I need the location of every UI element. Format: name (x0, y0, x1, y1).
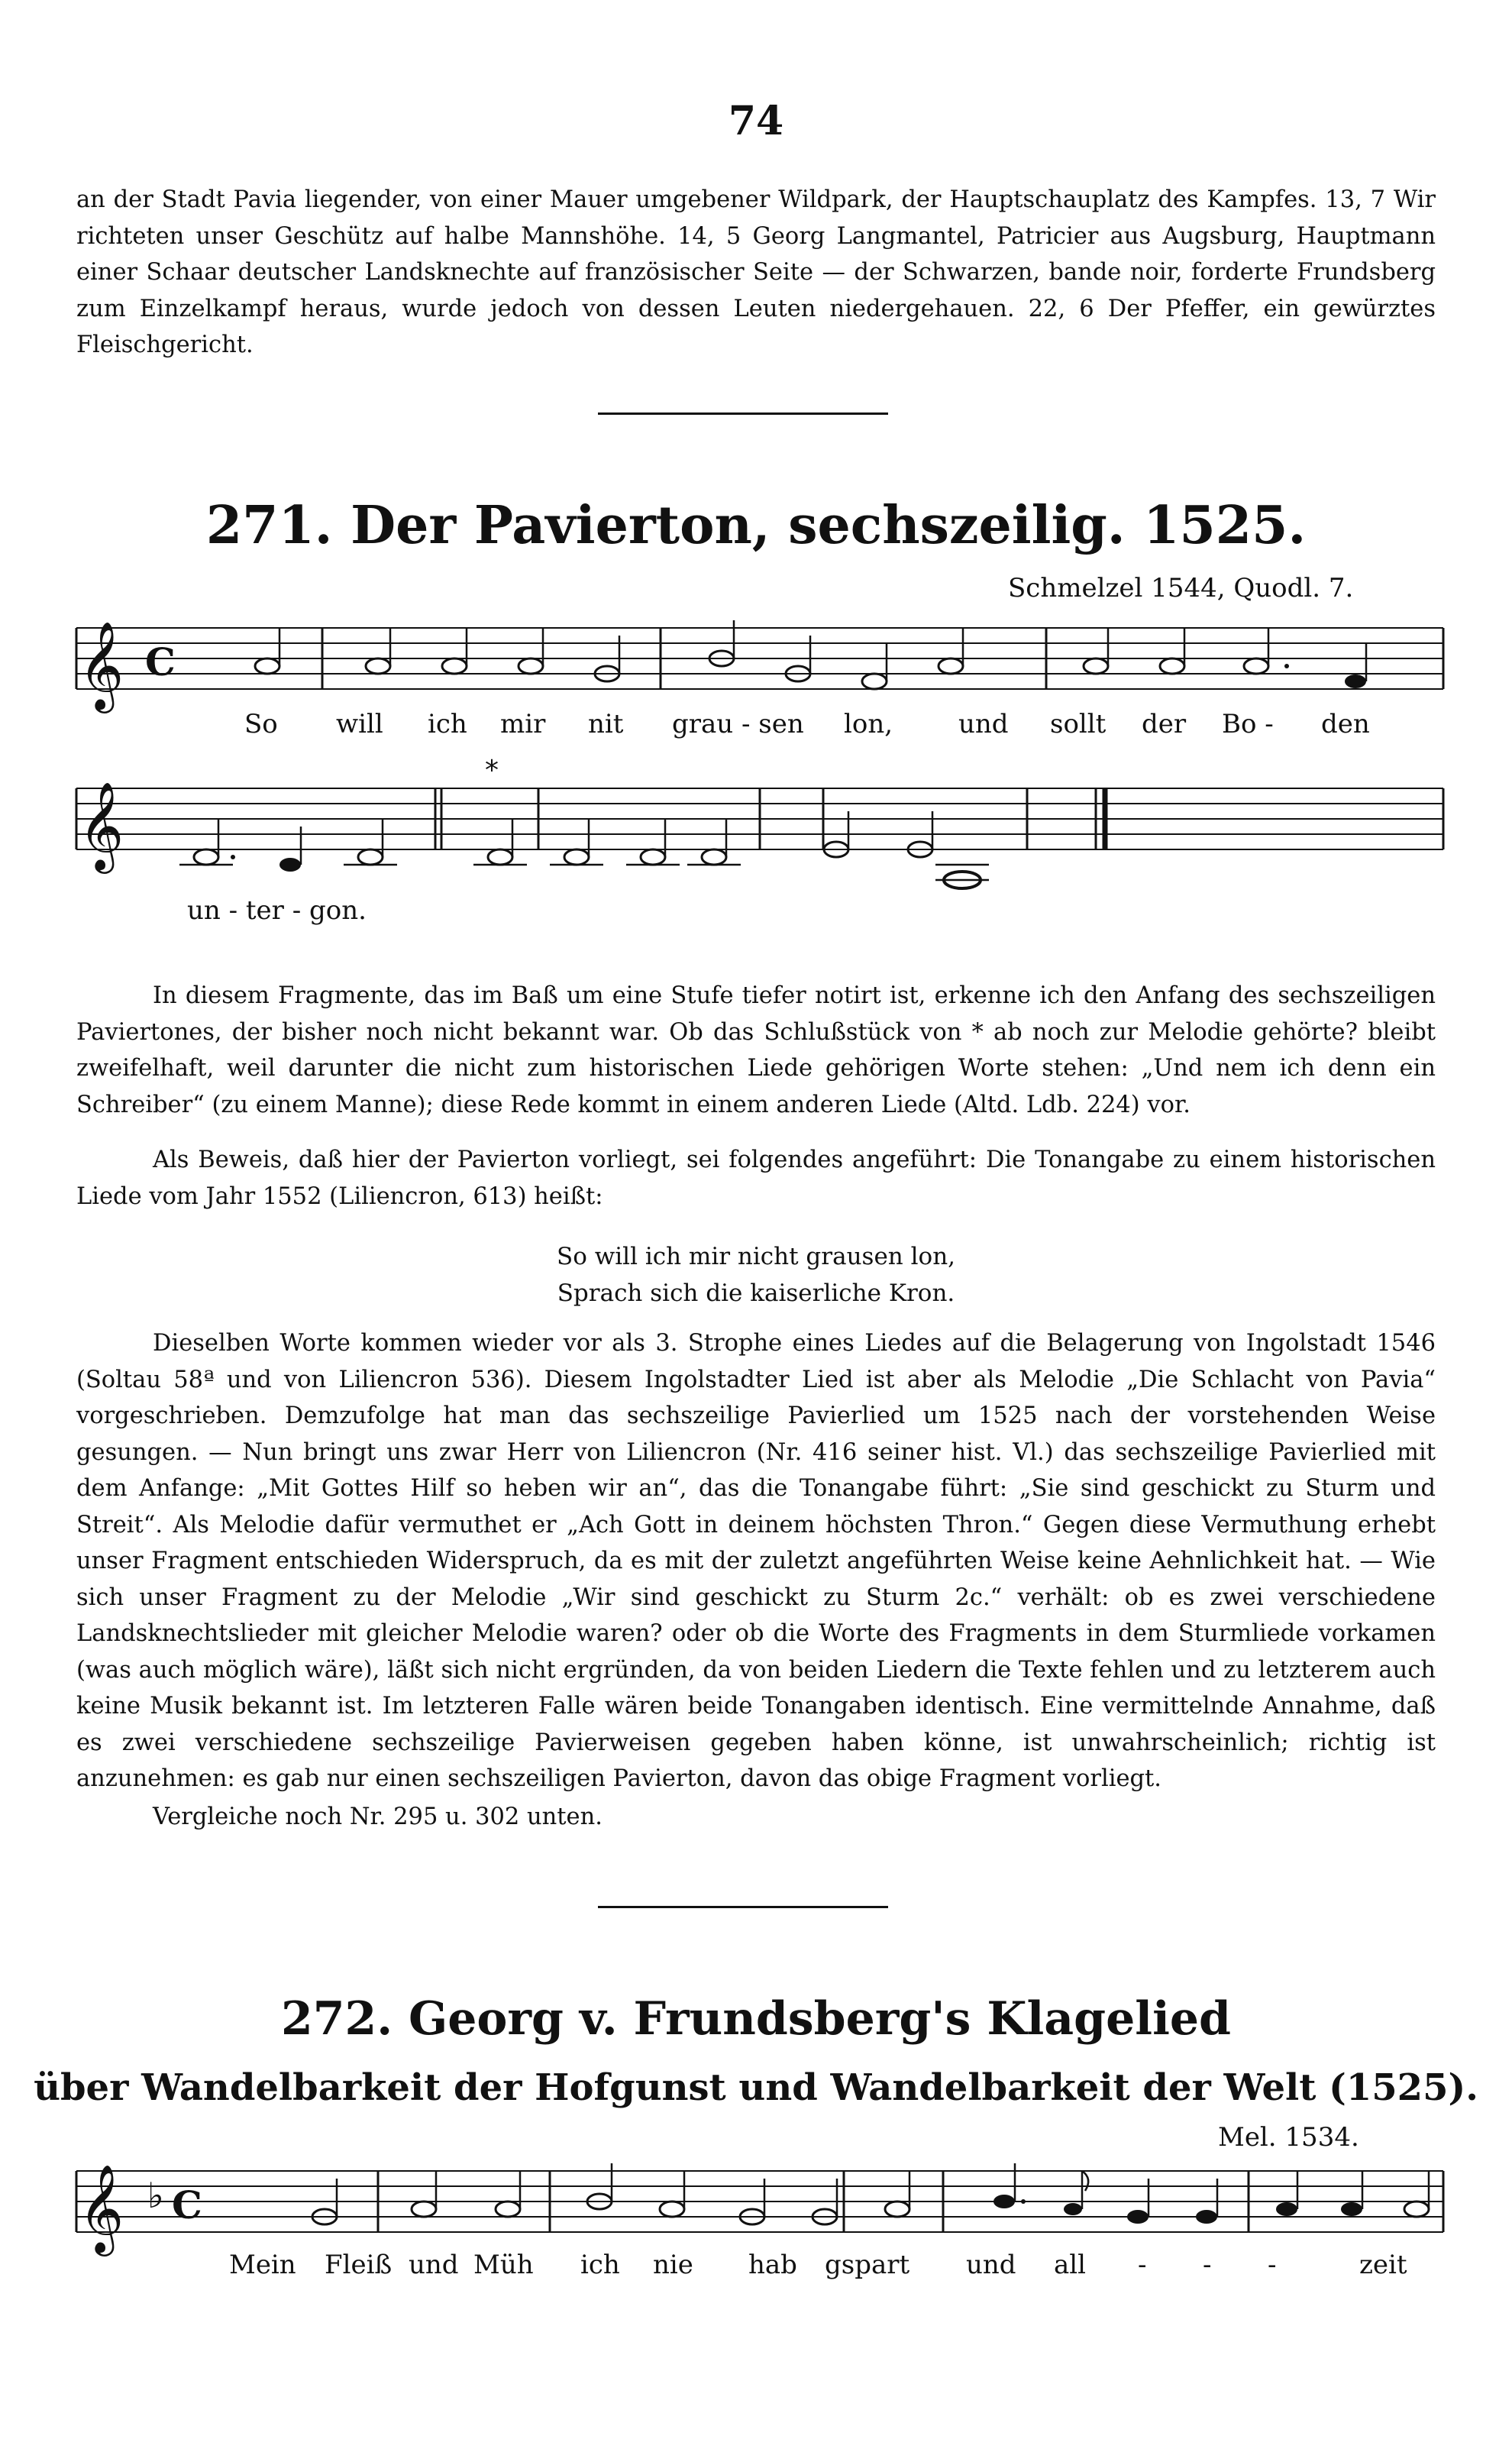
lyric-syllable: will (336, 709, 383, 739)
lyric-syllable: So (244, 709, 278, 739)
song-271-heading: 271. Der Pavierton, sechszeilig. 1525. (205, 495, 1307, 556)
lyric-syllable: gspart (825, 2250, 910, 2280)
notes-paragraph: an der Stadt Pavia liegender, von einer Mauer umgebener Wildpark, der Hauptschauplatz des Kampfes. 13, 7 Wir richteten unser Geschütz auf halbe Mannshöhe. 14, 5 Georg Langmantel, Patricier aus Augsburg, Hauptmann einer Schaar deutscher Landsknechte auf französischer Seite — der Schwarzen, bande noir, forderte Frundsberg zum Einzelkampf heraus, wurde jedoch von dessen Leuten niedergehauen. 22, 6 Der Pfeffer, ein gewürztes Fleischgericht. (76, 186, 1436, 358)
lyric-syllable: sollt (1050, 709, 1107, 739)
lyric-syllable: und (966, 2250, 1016, 2280)
lyric-syllable: - (1203, 2250, 1212, 2280)
verse-line: So will ich mir nicht grausen lon, (556, 1243, 956, 1270)
common-time-icon: C (172, 2182, 202, 2227)
song-271-paragraph-1: In diesem Fragmente, das im Baß um eine Stufe tiefer notirt ist, erkenne ich den Anfang des sechszeiligen Paviertones, der bisher noch nicht bekannt war. Ob das Schlußstück von * ab noch zur Melodie gehörte? bleibt zweifelhaft, weil darunter die nicht zum historischen Liede gehörigen Worte stehen: „Und nem ich denn ein Schreiber“ (zu einem Manne); diese Rede kommt in einem anderen Liede (Altd. Ldb. 224) vor. (76, 982, 1436, 1118)
music-staff-272-line-1 (73, 2154, 1447, 2261)
lyric-syllable: - (1138, 2250, 1147, 2280)
treble-clef-icon: 𝄞 (79, 620, 124, 710)
lyric-syllable: Fleiß (325, 2250, 393, 2280)
song-271-paragraph-4: Vergleiche noch Nr. 295 u. 302 unten. (153, 1804, 603, 1830)
lyric-syllable: nie (653, 2250, 693, 2280)
treble-clef-icon: 𝄞 (79, 2163, 124, 2253)
section-divider (598, 412, 888, 415)
lyric-syllable: den (1321, 709, 1370, 739)
song-272-heading: 272. Georg v. Frundsberg's Klagelied (280, 1992, 1232, 2046)
lyric-syllable: Bo - (1222, 709, 1274, 739)
lyric-syllable: all (1054, 2250, 1087, 2280)
lyric-syllable: zeit (1359, 2250, 1407, 2280)
lyric-syllable: ich (428, 709, 467, 739)
verse-line: Sprach sich die kaiserliche Kron. (557, 1279, 955, 1307)
lyric-syllable: der (1142, 709, 1187, 739)
music-staff-271-line-1 (73, 611, 1447, 718)
asterisk-mark-icon: * (485, 756, 499, 786)
song-271-paragraph-2: Als Beweis, daß hier der Pavierton vorliegt, sei folgendes angeführt: Die Tonangabe zu einem historischen Liede vom Jahr 1552 (Liliencron, 613) heißt: (76, 1147, 1436, 1210)
lyric-syllable: mir (500, 709, 546, 739)
song-271-paragraph-3: Dieselben Worte kommen wieder vor als 3. Strophe eines Liedes auf die Belagerung von Ingolstadt 1546 (Soltau 58ª und von Liliencron 536). Diesem Ingolstadter Lied ist aber als Melodie „Die Schlacht von Pavia“ vorgeschrieben. Demzufolge hat man das sechszeilige Pavierlied um 1525 nach der vorstehenden Weise gesungen. — Nun bringt uns zwar Herr von Liliencron (Nr. 416 seiner hist. Vl.) das sechszeilige Pavierlied mit dem Anfange: „Mit Gottes Hilf so heben wir an“, das die Tonangabe führt: „Sie sind geschickt zu Sturm und Streit“. Als Melodie dafür vermuthet er „Ach Gott in deinem höchsten Thron.“ Gegen diese Vermuthung erhebt unser Fragment entschieden Widerspruch, da es mit der zuletzt angeführten Weise keine Aehnlichkeit hat. — Wie sich unser Fragment zu der Melodie „Wir sind geschickt zu Sturm 2c.“ verhält: ob es zwei verschiedene Landsknechtslieder mit gleicher Melodie waren? oder ob die Worte des Fragments in dem Sturmliede vorkamen (was auch möglich wäre), läßt sich nicht ergründen, da von beiden Liedern die Texte fehlen und zu letzterem auch keine Musik bekannt ist. Im letzteren Falle wären beide Tonangaben identisch. Eine vermittelnde Annahme, daß es zwei verschiedene sechszeilige Pavierweisen gegeben haben könne, ist unwahrscheinlich; richtig ist anzunehmen: es gab nur einen sechszeiligen Pavierton, davon das obige Fragment vorliegt. (76, 1330, 1436, 1792)
section-divider (598, 1906, 888, 1908)
song-272-source: Mel. 1534. (1218, 2122, 1359, 2153)
lyric-syllable: hab (748, 2250, 797, 2280)
lyric-syllable: lon, (844, 709, 893, 739)
lyric-syllable: und (409, 2250, 459, 2280)
lyric-syllable: ich (580, 2250, 620, 2280)
song-271-source: Schmelzel 1544, Quodl. 7. (1008, 573, 1354, 603)
treble-clef-icon: 𝄞 (79, 781, 124, 870)
common-time-icon: C (145, 639, 176, 684)
lyric-syllable: und (958, 709, 1009, 739)
lyric-syllable: nit (588, 709, 624, 739)
song-271-lyrics-line-2: un - ter - gon. (187, 895, 367, 926)
lyric-syllable: - (1268, 2250, 1277, 2280)
flat-sign-icon: ♭ (147, 2175, 164, 2216)
lyric-syllable: grau - sen (672, 709, 804, 739)
lyric-syllable: Mein (229, 2250, 296, 2280)
song-272-subheading: über Wandelbarkeit der Hofgunst und Wandelbarkeit der Welt (1525). (34, 2066, 1478, 2109)
page-number: 74 (728, 98, 784, 144)
lyric-syllable: Müh (473, 2250, 534, 2280)
